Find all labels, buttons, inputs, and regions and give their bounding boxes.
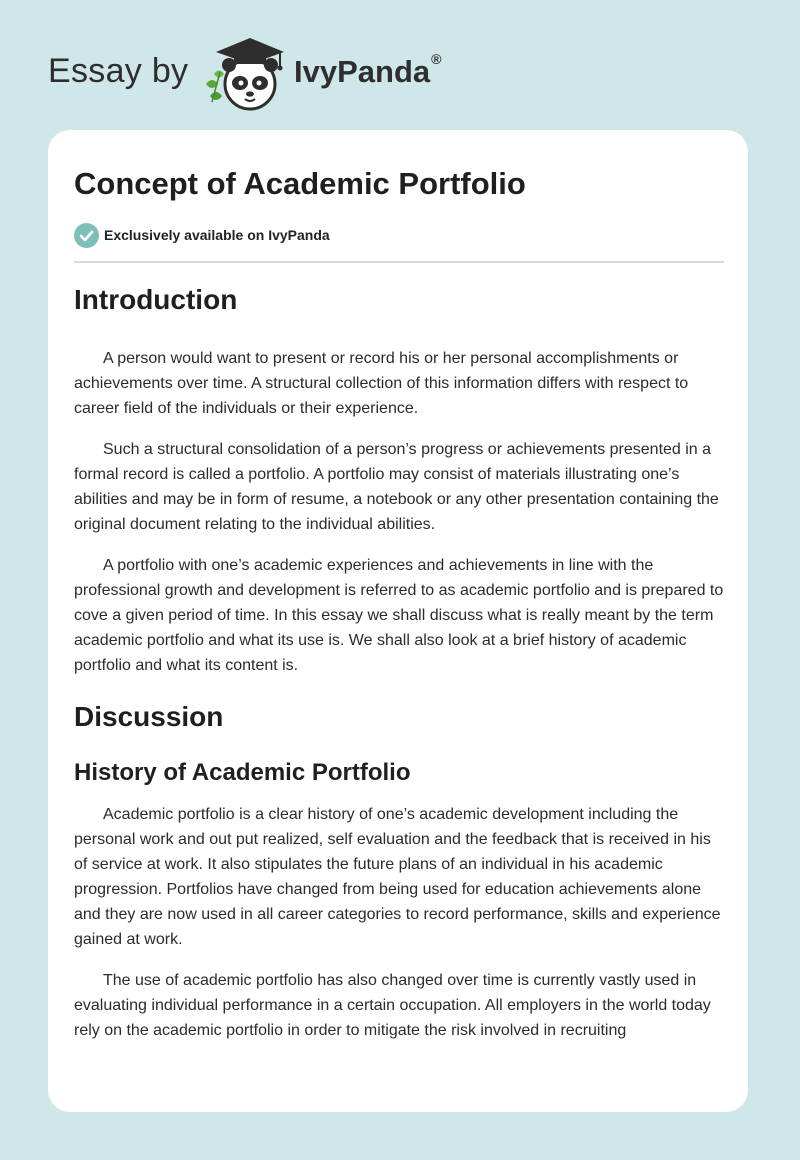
paragraph: The use of academic portfolio has also changed over time is currently vastly used in evaluating individual performance in a certain occupation. All employers in the world today rely on the academic portfolio in order to mitigate the risk involved in recruiting (74, 972, 711, 1039)
brand-name[interactable] (294, 51, 442, 90)
site-header (48, 32, 508, 112)
panda-logo-icon[interactable] (200, 32, 292, 112)
essay-card (48, 130, 748, 1112)
essay-by-label: Essay by (48, 52, 189, 90)
badge-text: Exclusively available on IvyPanda (104, 227, 330, 243)
check-circle-icon (74, 223, 99, 248)
page-title: Concept of Academic Portfolio (74, 166, 526, 201)
paragraph: Academic portfolio is a clear history of one’s academic development including the personal work and out put realized, self evaluation and the feedback that is received in his of service at work. It also stipulates the future plans of an individual in his academic progression. Portfolios have changed from being used for education achievements alone and they are now used in all career categories to record performance, skills and experience gained at work. (74, 806, 721, 948)
paragraph: A person would want to present or record his or her personal accomplishments or achievements over time. A structural collection of this information differs with respect to career field of the individuals or their experience. (74, 350, 689, 417)
title-divider (74, 261, 724, 263)
discussion-heading: Discussion (74, 701, 224, 732)
essay-body (74, 282, 728, 1043)
ivy-leaf-icon (206, 71, 224, 103)
registered-mark: ® (431, 51, 442, 67)
introduction-heading: Introduction (74, 284, 238, 315)
paragraph: Such a structural consolidation of a person’s progress or achievements presented in a formal record is called a portfolio. A portfolio may consist of materials illustrating one’s abilities and may be in form of resume, a notebook or any other presentation containing the original document relating to the individual abilities. (74, 441, 719, 533)
paragraph: A portfolio with one’s academic experiences and achievements in line with the professional growth and development is referred to as academic portfolio and is prepared to cove a given period of time. In this essay we shall discuss what is really meant by the term academic portfolio and what its use is. We shall also look at a brief history of academic portfolio and what its content is. (74, 557, 724, 674)
exclusive-badge (74, 222, 330, 248)
brand-name-text: IvyPanda (294, 54, 431, 89)
history-heading: History of Academic Portfolio (74, 759, 411, 786)
